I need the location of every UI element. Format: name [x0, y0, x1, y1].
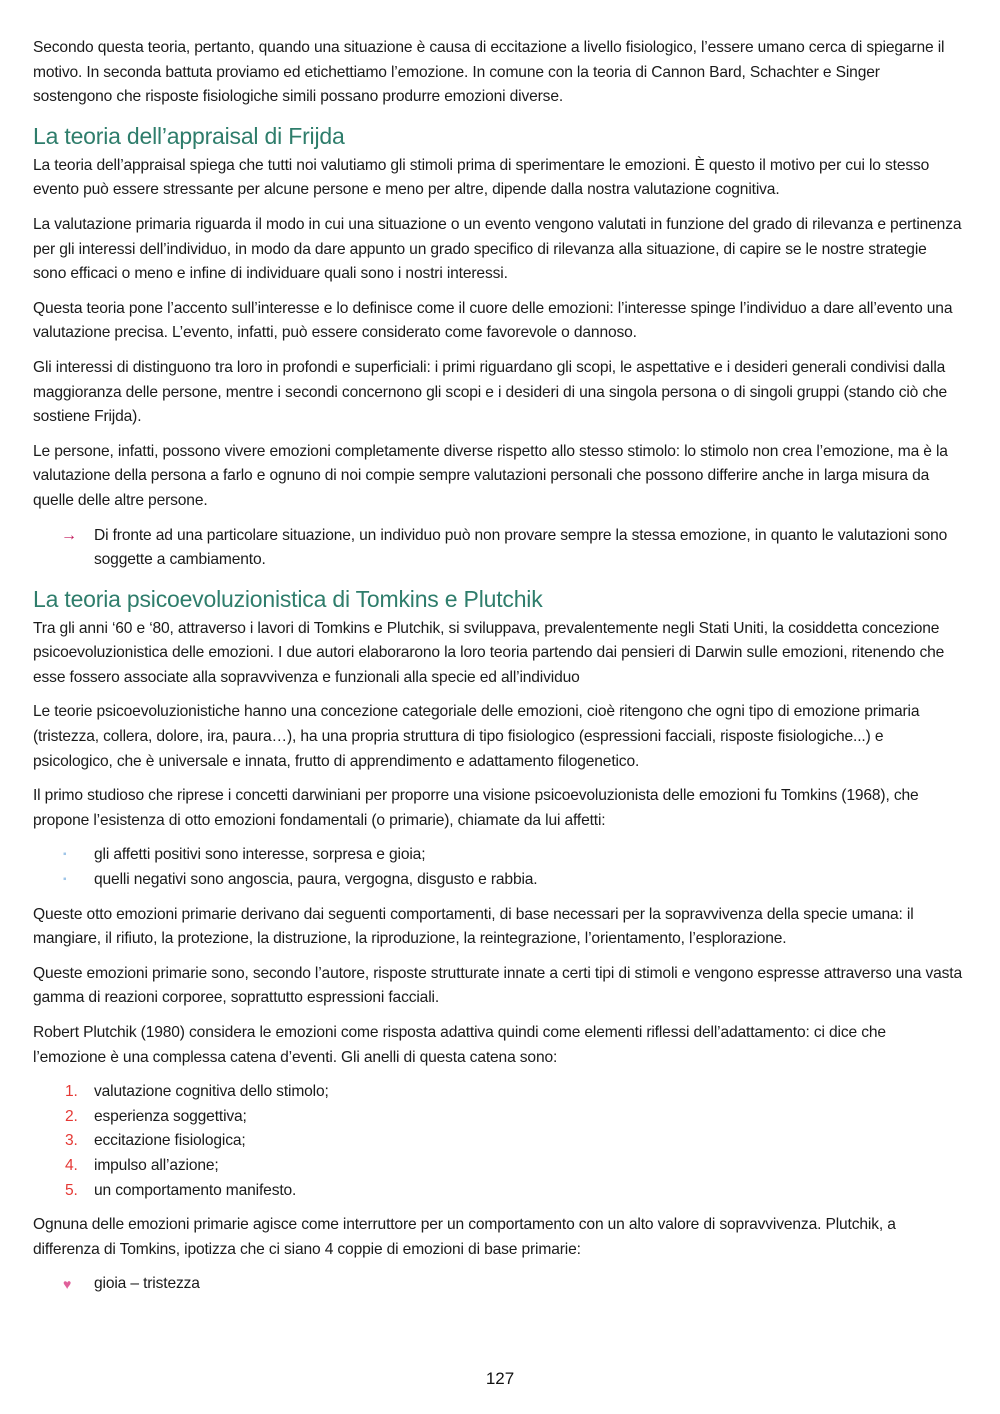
list-number: 5.: [65, 1181, 78, 1199]
list-item: [33, 524, 963, 573]
frijda-paragraph-4: Gli interessi di distinguono tra loro in profondi e superficiali: i primi riguardano gli scopi, le aspettative e i desideri generali condivisi dalla maggioranza delle persone, mentre i secondi concernono gli scopi e i desideri di una singola persona o di singoli gruppi (stando ciò che sostiene Frijda).: [33, 358, 948, 426]
document-page: [33, 36, 963, 1307]
list-item-text: gli affetti positivi sono interesse, sorpresa e gioia;: [94, 846, 426, 864]
list-item: [33, 843, 963, 868]
chain-list: [33, 1080, 963, 1203]
list-item: [33, 1272, 963, 1297]
list-number: 4.: [65, 1156, 78, 1174]
list-item-text: esperienza soggettiva;: [94, 1107, 247, 1125]
list-item-text: quelli negativi sono angoscia, paura, vergogna, disgusto e rabbia.: [94, 871, 538, 889]
list-item-text: gioia – tristezza: [94, 1275, 200, 1293]
frijda-paragraph-3: Questa teoria pone l’accento sull’interesse e lo definisce come il cuore delle emozioni: l’interesse spinge l’individuo a dare all’evento una valutazione precisa. L’evento, infatti, può essere considerato come favorevole o dannoso.: [33, 299, 953, 342]
plutchik-paragraph-1: Robert Plutchik (1980) considera le emozioni come risposta adattiva quindi come elementi riflessi dell’adattamento: ci dice che l’emozione è una complessa catena d’eventi. Gli anelli di questa catena sono:: [33, 1024, 886, 1066]
intro-paragraph: Secondo questa teoria, pertanto, quando una situazione è causa di eccitazione a livello fisiologico, l’essere umano cerca di spiegarne il motivo. In seconda battuta proviamo ed etichettiamo l’emozione. In comune con la teoria di Cannon Bard, Schachter e Singer sostengono che risposte fisiologiche simili possano produrre emozioni diverse.: [33, 39, 945, 106]
list-item-text: valutazione cognitiva dello stimolo;: [94, 1083, 329, 1101]
list-item-text: eccitazione fisiologica;: [94, 1132, 246, 1150]
affects-list: [33, 843, 963, 892]
tomkins-paragraph-5: Queste emozioni primarie sono, secondo l’autore, risposte strutturate innate a certi tipi di stimoli e vengono espresse attraverso una vasta gamma di reazioni corporee, soprattutto espressioni facciali.: [33, 964, 962, 1007]
square-bullet-icon: ▪: [63, 874, 67, 886]
tomkins-paragraph-1: Tra gli anni ‘60 e ‘80, attraverso i lavori di Tomkins e Plutchik, si sviluppava, prevalentemente negli Stati Uniti, la cosiddetta concezione psicoevoluzionistica delle emozioni. I due autori elaborarono la loro teoria partendo dai pensieri di Darwin sulle emozioni, ritenendo che esse fossero associate alla sopravvivenza e funzionali alla specie ed all’individuo: [33, 619, 945, 686]
list-item: [33, 1154, 963, 1179]
frijda-paragraph-5: Le persone, infatti, possono vivere emozioni completamente diverse rispetto allo stesso stimolo: lo stimolo non crea l’emozione, ma è la valutazione della persona a farlo e ognuno di noi compie sempre valutazioni personali che possono differire anche in larga misura da quelle delle altre persone.: [33, 442, 948, 509]
heart-icon: ♥: [63, 1276, 72, 1293]
heading-frijda: La teoria dell’appraisal di Frijda: [33, 122, 345, 149]
plutchik-paragraph-2: Ognuna delle emozioni primarie agisce come interruttore per un comportamento con un alto valore di sopravvivenza. Plutchik, a differenza di Tomkins, ipotizza che ci siano 4 coppie di emozioni di base primarie:: [33, 1216, 896, 1258]
list-number: 2.: [65, 1107, 78, 1125]
tomkins-paragraph-4: Queste otto emozioni primarie derivano dai seguenti comportamenti, di base necessari per la sopravvivenza della specie umana: il mangiare, il rifiuto, la protezione, la distruzione, la riproduzione, la reintegrazione, l’orientamento, l’esplorazione.: [33, 905, 914, 948]
square-bullet-icon: ▪: [63, 849, 67, 861]
list-item-text: impulso all’azione;: [94, 1156, 219, 1174]
frijda-paragraph-1: La teoria dell’appraisal spiega che tutti noi valutiamo gli stimoli prima di sperimentare le emozioni. È questo il motivo per cui lo stesso evento può essere stressante per alcune persone e meno per altre, dipende dalla nostra valutazione cognitiva.: [33, 156, 930, 199]
list-item: [33, 868, 963, 893]
list-item-text: un comportamento manifesto.: [94, 1181, 297, 1199]
heading-tomkins-plutchik: La teoria psicoevoluzionistica di Tomkins e Plutchik: [33, 585, 543, 612]
page-number: 127: [485, 1369, 515, 1388]
list-item-text: Di fronte ad una particolare situazione, un individuo può non provare sempre la stessa emozione, in quanto le valutazioni sono soggette a cambiamento.: [94, 526, 948, 569]
list-number: 1.: [65, 1083, 78, 1101]
arrow-right-icon: →: [61, 526, 77, 544]
tomkins-paragraph-3: Il primo studioso che riprese i concetti darwiniani per proporre una visione psicoevoluzionista delle emozioni fu Tomkins (1968), che propone l’esistenza di otto emozioni fondamentali (o primarie), chiamate da lui affetti:: [33, 787, 919, 829]
list-item: [33, 1080, 963, 1105]
list-number: 3.: [65, 1132, 78, 1150]
list-item: [33, 1179, 963, 1204]
frijda-paragraph-2: La valutazione primaria riguarda il modo in cui una situazione o un evento vengono valutati in funzione del grado di rilevanza e pertinenza per gli interessi dell’individuo, in modo da dare appunto un grado specifico di rilevanza alla situazione, di capire se le nostre strategie sono efficaci o meno e infine di individuare quali sono i nostri interessi.: [33, 215, 962, 283]
pairs-list: [33, 1272, 963, 1297]
list-item: [33, 1129, 963, 1154]
arrow-list: [33, 524, 963, 573]
list-item: [33, 1105, 963, 1130]
tomkins-paragraph-2: Le teorie psicoevoluzionistiche hanno una concezione categoriale delle emozioni, cioè ritengono che ogni tipo di emozione primaria (tristezza, collera, dolore, ira, paura…), ha una propria struttura di tipo fisiologico (espressioni facciali, risposte fisiologiche...) e psicologico, che è universale e innata, frutto di apprendimento e adattamento filogenetico.: [33, 703, 920, 770]
